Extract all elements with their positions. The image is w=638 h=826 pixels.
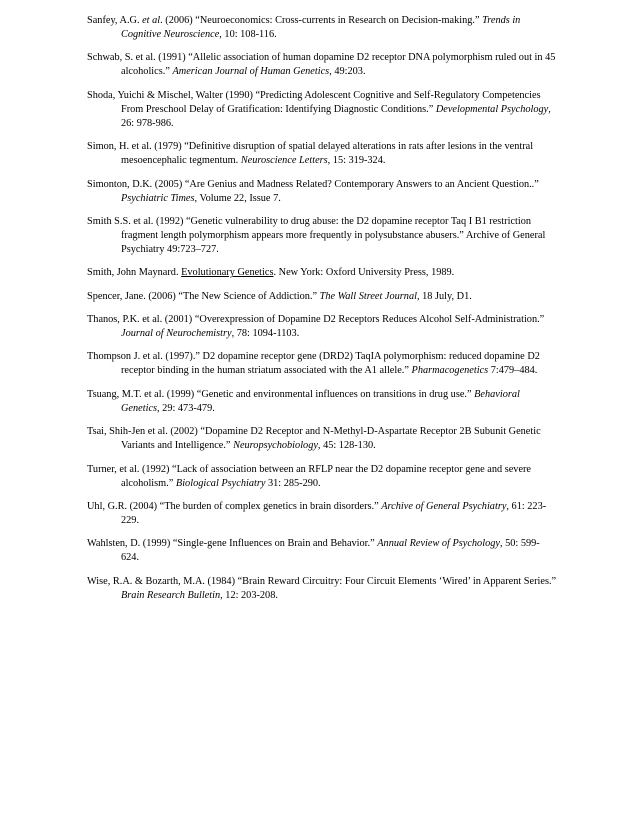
- reference-text: Sanfey, A.G.: [87, 15, 143, 26]
- reference-text: , Volume 22, Issue 7.: [194, 192, 281, 204]
- reference-title-italic: American Journal of Human Genetics: [172, 66, 330, 78]
- reference-entry: [87, 215, 557, 257]
- reference-title-italic: Behavioral Genetics: [121, 388, 520, 414]
- reference-title-italic: Psychiatric Times: [121, 192, 195, 204]
- reference-text: , 18 July, D1.: [416, 290, 472, 302]
- reference-entry: [87, 313, 557, 341]
- reference-title-italic: et al: [142, 15, 161, 26]
- reference-text: Turner, et al. (1992) “Lack of association between an RFLP near the D2 dopamine receptor gene and severe alcoholism.”: [87, 463, 532, 489]
- reference-entry: [87, 500, 557, 528]
- reference-text: Tsai, Shih-Jen et al. (2002) “Dopamine D2 Receptor and N-Methyl-D-Aspartate Receptor 2B Subunit Genetic Variants and Intelligence.”: [87, 426, 541, 452]
- reference-entry: [87, 51, 557, 79]
- reference-text: , 50: 599-624.: [121, 538, 540, 564]
- reference-entry: [87, 350, 557, 378]
- reference-text: Simon, H. et al. (1979) “Definitive disruption of spatial delayed alterations in rats after lesions in the ventral mesoencephalic tegmentum.: [87, 141, 534, 167]
- reference-title-italic: Biological Psychiatry: [175, 477, 266, 489]
- reference-text: . (2006) “Neuroeconomics: Cross-currents in Research on Decision-making.”: [160, 15, 483, 26]
- reference-title-italic: Pharmacogenetics: [411, 365, 489, 377]
- reference-title-italic: Neuroscience Letters: [240, 155, 328, 167]
- reference-title-italic: Journal of Neurochemistry: [121, 328, 232, 340]
- reference-title-italic: Trends in Cognitive Neuroscience: [121, 15, 521, 41]
- reference-text: 7:479–484.: [488, 365, 538, 377]
- reference-text: Simonton, D.K. (2005) “Are Genius and Madness Related? Contemporary Answers to an Ancient Question..”: [87, 178, 539, 190]
- reference-list: [87, 14, 557, 612]
- reference-title-italic: Developmental Psychology: [435, 103, 549, 115]
- reference-entry: [87, 463, 557, 491]
- reference-text: Thompson J. et al. (1997).” D2 dopamine receptor gene (DRD2) TaqIA polymorphism: reduced dopamine D2 receptor binding in the human striatum associated with the A1 allele.”: [87, 351, 540, 377]
- reference-text: Smith, John Maynard.: [87, 267, 182, 279]
- reference-text: Tsuang, M.T. et al. (1999) “Genetic and environmental influences on transitions in drug use.”: [87, 388, 475, 400]
- reference-text: , 61: 223-229.: [121, 500, 547, 526]
- reference-entry: [87, 388, 557, 416]
- reference-title-italic: Archive of General Psychiatry: [381, 500, 507, 512]
- reference-text: . New York: Oxford University Press, 1989.: [273, 267, 455, 279]
- reference-text: , 78: 1094-1103.: [231, 328, 300, 340]
- reference-text: 31: 285-290.: [265, 477, 321, 489]
- reference-entry: [87, 266, 557, 280]
- reference-title-italic: Brain Research Bulletin: [121, 589, 221, 601]
- reference-title-italic: The Wall Street Journal: [319, 290, 417, 302]
- reference-text: Smith S.S. et al. (1992) “Genetic vulnerability to drug abuse: the D2 dopamine receptor Taq I B1 restriction fragment length polymorphism appears more frequently in polysubstance abusers.” Archive of General Psychiatry 49:723–727.: [87, 215, 546, 256]
- reference-entry: [87, 537, 557, 565]
- reference-text: , 49:203.: [329, 66, 366, 78]
- reference-text: , 15: 319-324.: [327, 155, 386, 167]
- reference-text: , 26: 978-986.: [121, 103, 551, 129]
- reference-text: Spencer, Jane. (2006) “The New Science of Addiction.”: [87, 290, 320, 302]
- reference-entry: [87, 575, 557, 603]
- reference-entry: [87, 14, 557, 42]
- reference-entry: [87, 290, 557, 304]
- reference-text: Thanos, P.K. et al. (2001) “Overexpression of Dopamine D2 Receptors Reduces Alcohol Self-Administration.”: [87, 314, 545, 325]
- reference-text: , 29: 473-479.: [157, 402, 215, 414]
- reference-text: , 45: 128-130.: [317, 440, 376, 452]
- reference-text: Wise, R.A. & Bozarth, M.A. (1984) “Brain Reward Circuitry: Four Circuit Elements ‘Wired’ in Apparent Series.”: [87, 575, 557, 587]
- reference-entry: [87, 425, 557, 453]
- reference-text: Shoda, Yuichi & Mischel, Walter (1990) “Predicting Adolescent Cognitive and Self-Regulatory Competencies From Preschool Delay of Gratification: Identifying Diagnostic Conditions.”: [87, 89, 541, 115]
- reference-text: Schwab, S. et al. (1991) “Allelic association of human dopamine D2 receptor DNA polymorphism ruled out in 45 alcoholics.”: [87, 52, 556, 78]
- reference-title-italic: Annual Review of Psychology: [377, 538, 500, 550]
- reference-text: Uhl, G.R. (2004) “The burden of complex genetics in brain disorders.”: [87, 500, 382, 512]
- reference-title-italic: Neuropsychobiology: [233, 440, 318, 452]
- reference-text: Wahlsten, D. (1999) “Single-gene Influences on Brain and Behavior.”: [87, 538, 378, 550]
- reference-entry: [87, 89, 557, 131]
- reference-text: , 12: 203-208.: [220, 589, 278, 601]
- reference-entry: [87, 140, 557, 168]
- reference-text: , 10: 108-116.: [219, 29, 277, 41]
- reference-entry: [87, 178, 557, 206]
- reference-title-underlined: Evolutionary Genetics: [181, 267, 274, 279]
